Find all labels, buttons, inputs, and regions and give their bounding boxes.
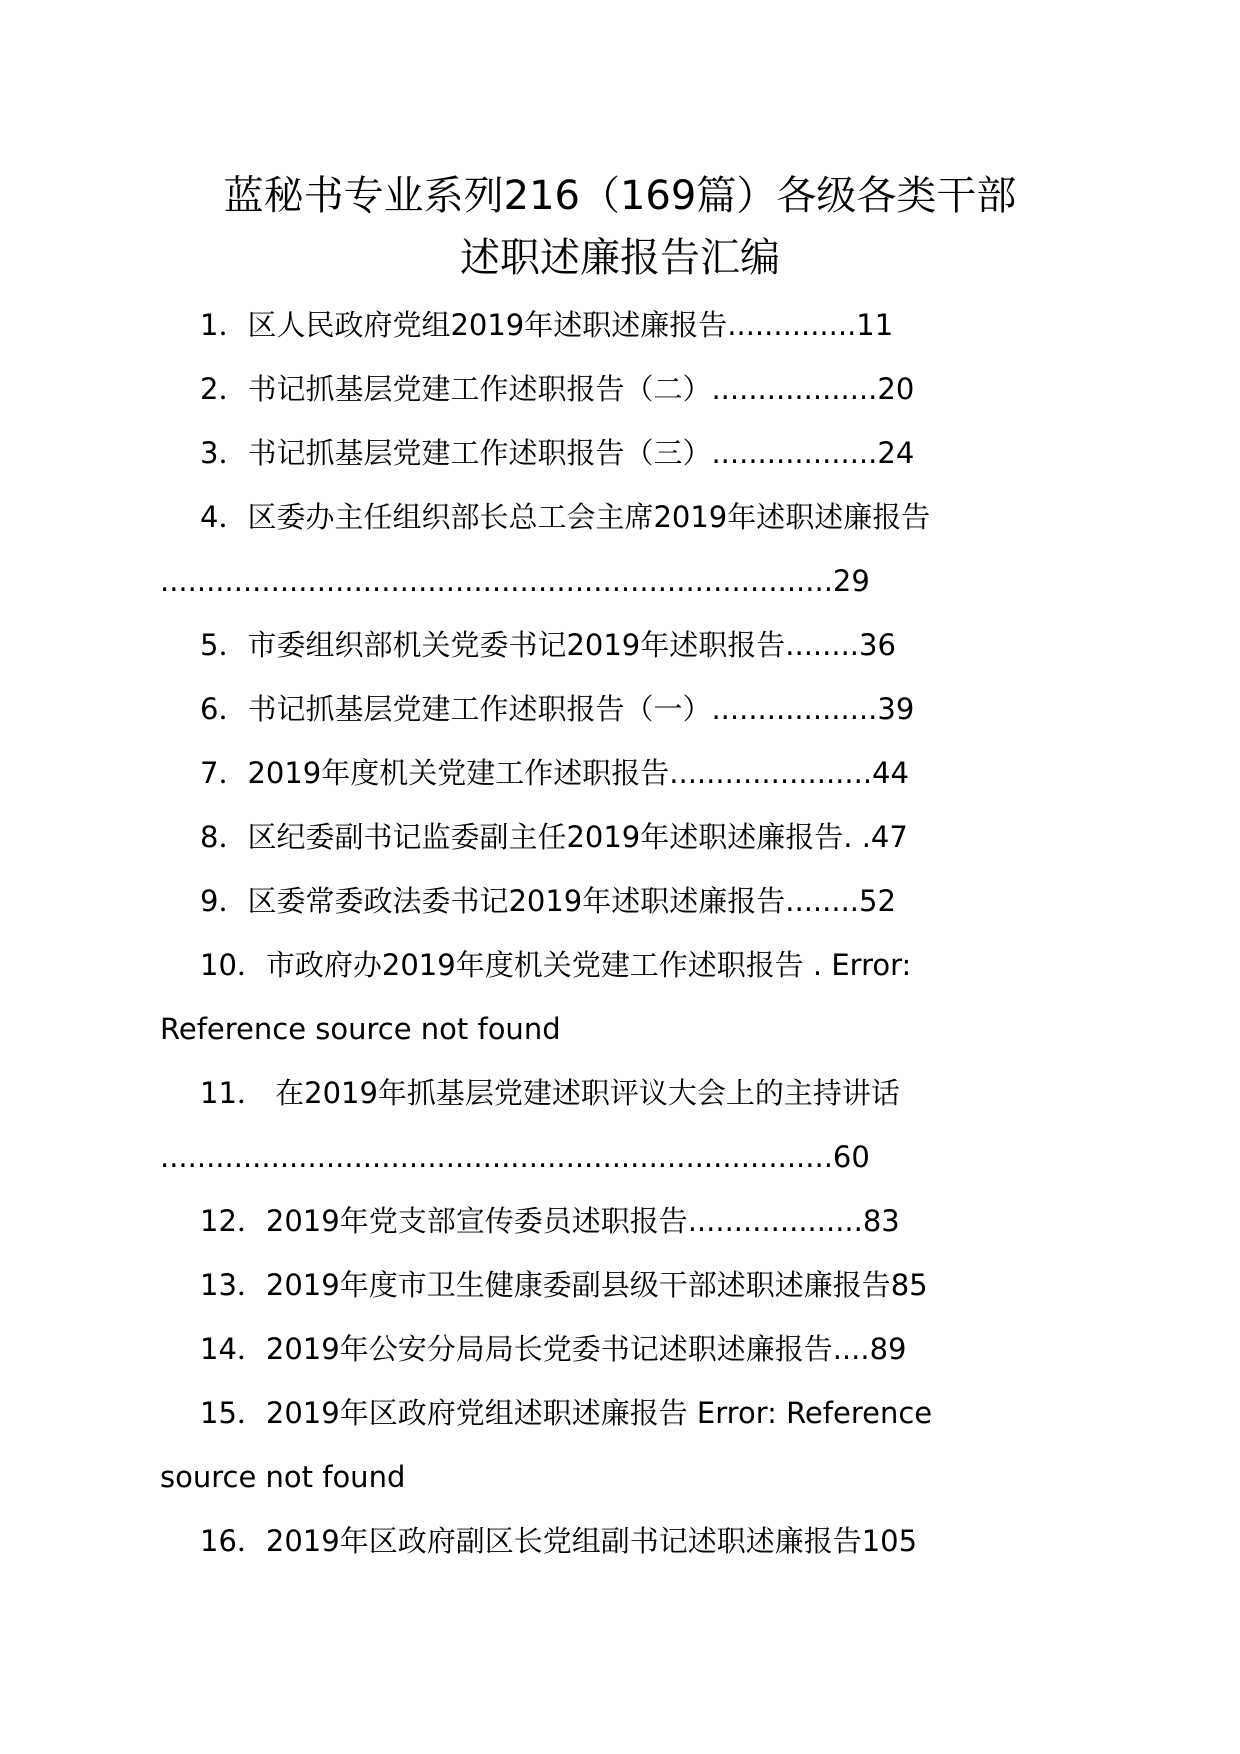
toc-entry-12: 12．2019年党支部宣传委员述职报告...................83	[200, 1204, 900, 1238]
toc-entry-3: 3．书记抓基层党建工作述职报告（三）..................24	[200, 436, 915, 470]
toc-entry-6: 6．书记抓基层党建工作述职报告（一）..................39	[200, 692, 915, 726]
toc-entry-8: 8．区纪委副书记监委副主任2019年述职述廉报告. .47	[200, 820, 908, 854]
toc-entry-15: 15．2019年区政府党组述职述廉报告 Error: Reference	[200, 1396, 933, 1430]
toc-entry-7: 7．2019年度机关党建工作述职报告......................44	[200, 756, 909, 790]
toc-entry-1: 1．区人民政府党组2019年述职述廉报告..............11	[200, 308, 894, 342]
document-title-line-1: 蓝秘书专业系列216（169篇）各级各类干部	[223, 173, 1017, 219]
toc-entry-10: 10．市政府办2019年度机关党建工作述职报告 . Error:	[200, 948, 912, 982]
toc-entry-9: 9．区委常委政法委书记2019年述职述廉报告........52	[200, 884, 896, 918]
toc-entry-4-continuation: .........................................................................29	[160, 564, 870, 598]
document-title-line-2: 述职述廉报告汇编	[460, 235, 780, 281]
toc-entry-15-continuation: source not found	[160, 1460, 406, 1494]
toc-entry-4: 4．区委办主任组织部长总工会主席2019年述职述廉报告	[200, 500, 931, 534]
toc-entry-14: 14．2019年公安分局局长党委书记述职述廉报告....89	[200, 1332, 907, 1366]
toc-entry-11-continuation: .........................................................................60	[160, 1140, 870, 1174]
toc-entry-13: 13．2019年度市卫生健康委副县级干部述职述廉报告85	[200, 1268, 928, 1302]
toc-entry-5: 5．市委组织部机关党委书记2019年述职报告........36	[200, 628, 896, 662]
toc-entry-11: 11． 在2019年抓基层党建述职评议大会上的主持讲话	[200, 1076, 900, 1110]
toc-entry-16: 16．2019年区政府副区长党组副书记述职述廉报告105	[200, 1524, 918, 1558]
toc-entry-10-continuation: Reference source not found	[160, 1012, 561, 1046]
toc-entry-2: 2．书记抓基层党建工作述职报告（二）..................20	[200, 372, 915, 406]
